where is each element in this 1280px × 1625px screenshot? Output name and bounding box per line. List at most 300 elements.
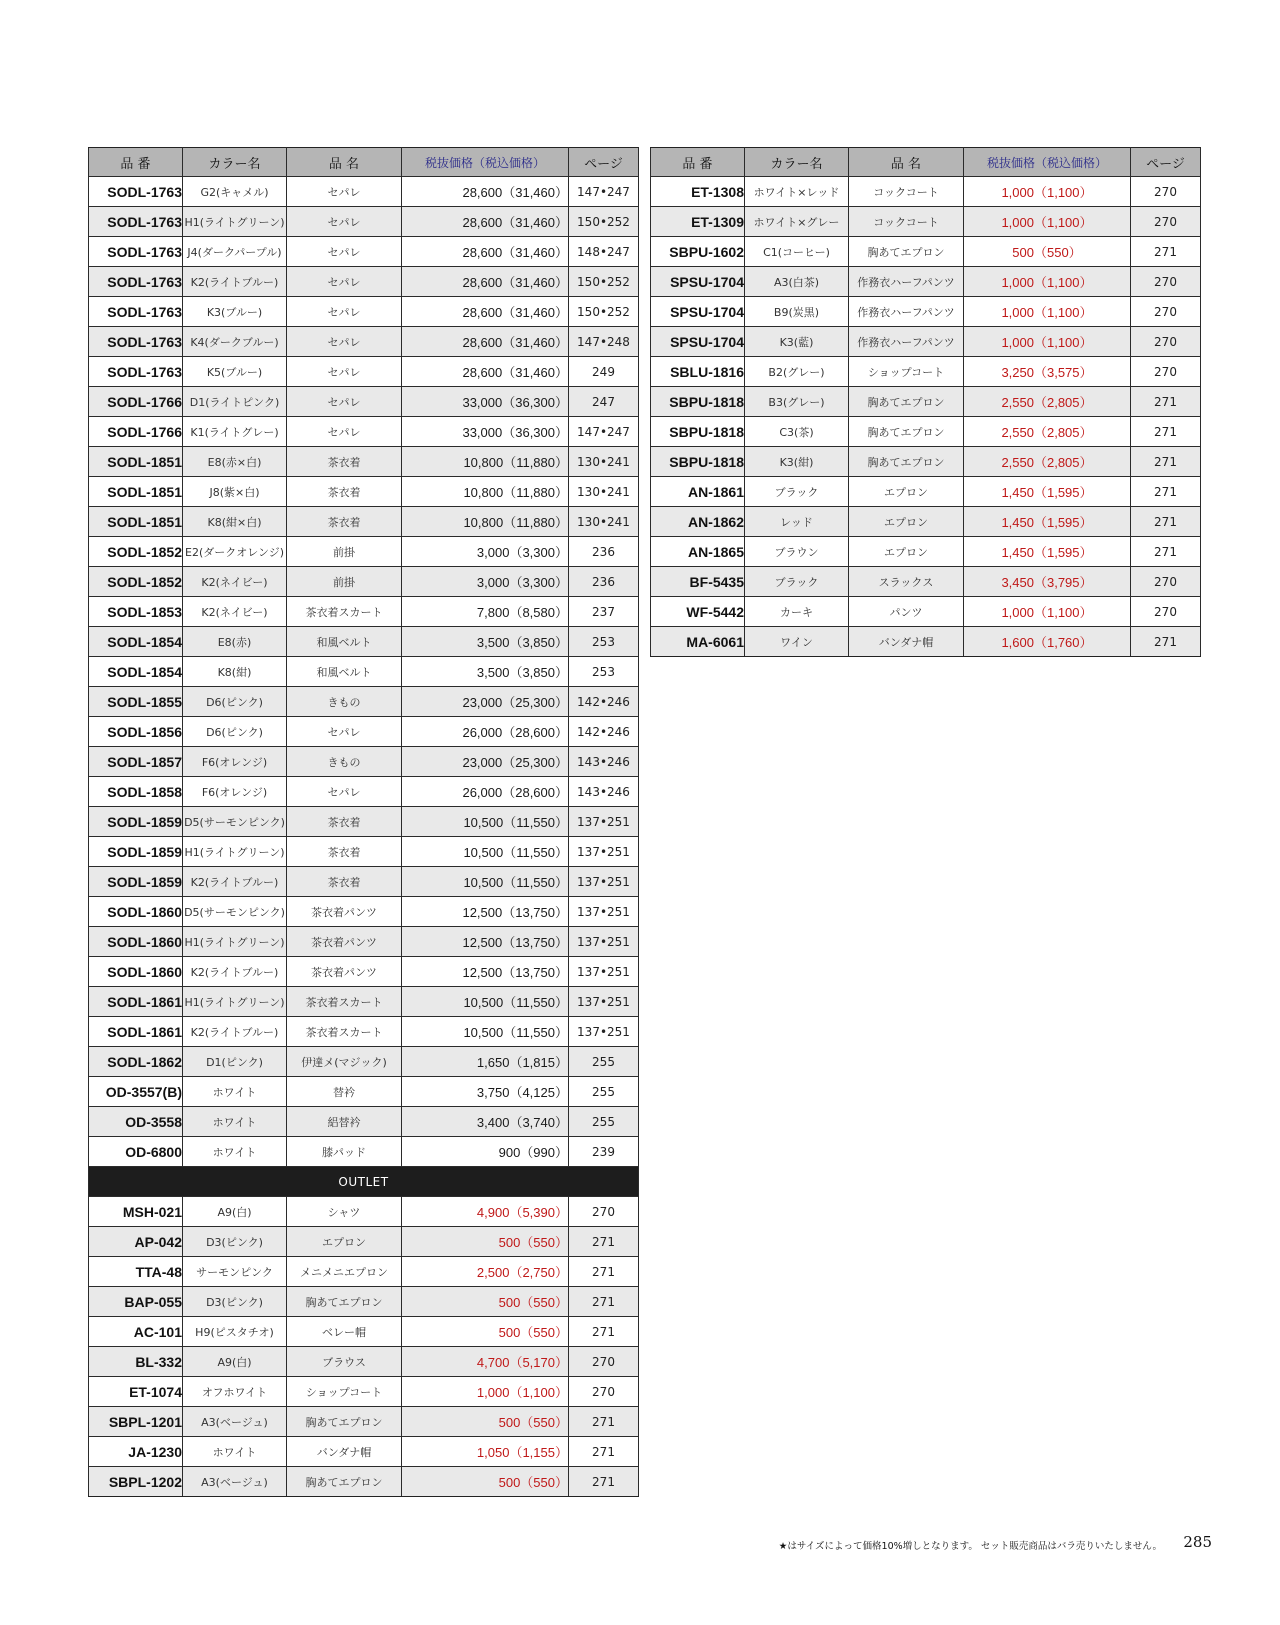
item-code: SODL-1859 bbox=[89, 867, 183, 897]
price: 28,600（31,460） bbox=[402, 207, 569, 237]
color-name: K8(紺) bbox=[183, 657, 287, 687]
item-code: SODL-1763 bbox=[89, 357, 183, 387]
item-code: SODL-1763 bbox=[89, 207, 183, 237]
item-code: ET-1309 bbox=[651, 207, 745, 237]
table-row bbox=[89, 507, 639, 537]
product-name: パンツ bbox=[849, 597, 964, 627]
page-ref: 147•247 bbox=[569, 177, 639, 207]
item-code: MSH-021 bbox=[89, 1197, 183, 1227]
table-row bbox=[651, 177, 1201, 207]
product-name: コックコート bbox=[849, 177, 964, 207]
item-code: SODL-1763 bbox=[89, 327, 183, 357]
footer-note: ★はサイズによって価格10%増しとなります。 セット販売商品はバラ売りいたしません。 bbox=[778, 1541, 1162, 1552]
product-name: 前掛 bbox=[287, 567, 402, 597]
header-code: 品 番 bbox=[89, 148, 183, 177]
product-name: エプロン bbox=[287, 1227, 402, 1257]
page-ref: 271 bbox=[1131, 387, 1201, 417]
table-row bbox=[651, 597, 1201, 627]
price: 3,500（3,850） bbox=[402, 627, 569, 657]
table-row bbox=[651, 567, 1201, 597]
page-ref: 271 bbox=[1131, 537, 1201, 567]
product-name: 茶衣着スカート bbox=[287, 987, 402, 1017]
page-ref: 147•248 bbox=[569, 327, 639, 357]
product-name: 替衿 bbox=[287, 1077, 402, 1107]
color-name: K8(紺×白) bbox=[183, 507, 287, 537]
table-row bbox=[89, 897, 639, 927]
table-row bbox=[651, 207, 1201, 237]
color-name: カーキ bbox=[745, 597, 849, 627]
color-name: D6(ピンク) bbox=[183, 687, 287, 717]
table-row bbox=[651, 477, 1201, 507]
price: 2,550（2,805） bbox=[964, 417, 1131, 447]
page-ref: 142•246 bbox=[569, 687, 639, 717]
page-ref: 137•251 bbox=[569, 927, 639, 957]
price: 1,450（1,595） bbox=[964, 537, 1131, 567]
color-name: ホワイト×レッド bbox=[745, 177, 849, 207]
table-row bbox=[89, 387, 639, 417]
table-row bbox=[89, 237, 639, 267]
page-ref: 253 bbox=[569, 657, 639, 687]
header-name: 品 名 bbox=[287, 148, 402, 177]
page-ref: 137•251 bbox=[569, 867, 639, 897]
product-name: きもの bbox=[287, 687, 402, 717]
price: 28,600（31,460） bbox=[402, 297, 569, 327]
item-code: SODL-1763 bbox=[89, 237, 183, 267]
item-code: SODL-1851 bbox=[89, 447, 183, 477]
table-row bbox=[651, 237, 1201, 267]
color-name: K5(ブルー) bbox=[183, 357, 287, 387]
page-ref: 271 bbox=[569, 1227, 639, 1257]
color-name: C1(コーヒー) bbox=[745, 237, 849, 267]
item-code: AN-1865 bbox=[651, 537, 745, 567]
price: 1,050（1,155） bbox=[402, 1437, 569, 1467]
header-code: 品 番 bbox=[651, 148, 745, 177]
page-ref: 236 bbox=[569, 537, 639, 567]
page-ref: 271 bbox=[1131, 627, 1201, 657]
price: 1,450（1,595） bbox=[964, 477, 1131, 507]
item-code: SODL-1853 bbox=[89, 597, 183, 627]
color-name: B9(炭黒) bbox=[745, 297, 849, 327]
item-code: SODL-1857 bbox=[89, 747, 183, 777]
item-code: SBPU-1818 bbox=[651, 417, 745, 447]
price: 500（550） bbox=[402, 1287, 569, 1317]
page-ref: 271 bbox=[1131, 507, 1201, 537]
price: 7,800（8,580） bbox=[402, 597, 569, 627]
table-row bbox=[651, 327, 1201, 357]
product-name: 絽替衿 bbox=[287, 1107, 402, 1137]
product-name: ショップコート bbox=[849, 357, 964, 387]
item-code: TTA-48 bbox=[89, 1257, 183, 1287]
item-code: SODL-1854 bbox=[89, 627, 183, 657]
color-name: B2(グレー) bbox=[745, 357, 849, 387]
page-ref: 270 bbox=[1131, 327, 1201, 357]
product-name: 胸あてエプロン bbox=[287, 1407, 402, 1437]
table-row bbox=[89, 1017, 639, 1047]
color-name: K1(ライトグレー) bbox=[183, 417, 287, 447]
price: 10,500（11,550） bbox=[402, 867, 569, 897]
product-name: ブラウス bbox=[287, 1347, 402, 1377]
product-name: 前掛 bbox=[287, 537, 402, 567]
product-name: エプロン bbox=[849, 477, 964, 507]
price: 1,000（1,100） bbox=[964, 207, 1131, 237]
item-code: AC-101 bbox=[89, 1317, 183, 1347]
product-name: ベレー帽 bbox=[287, 1317, 402, 1347]
item-code: SODL-1855 bbox=[89, 687, 183, 717]
product-name: 茶衣着スカート bbox=[287, 597, 402, 627]
page-ref: 270 bbox=[1131, 297, 1201, 327]
price: 10,500（11,550） bbox=[402, 807, 569, 837]
color-name: K2(ネイビー) bbox=[183, 567, 287, 597]
color-name: ホワイト bbox=[183, 1437, 287, 1467]
color-name: ブラウン bbox=[745, 537, 849, 567]
item-code: SPSU-1704 bbox=[651, 267, 745, 297]
price: 28,600（31,460） bbox=[402, 327, 569, 357]
price: 12,500（13,750） bbox=[402, 927, 569, 957]
color-name: E8(赤×白) bbox=[183, 447, 287, 477]
table-row bbox=[89, 657, 639, 687]
price: 12,500（13,750） bbox=[402, 897, 569, 927]
item-code: SODL-1851 bbox=[89, 477, 183, 507]
product-name: 茶衣着パンツ bbox=[287, 927, 402, 957]
item-code: BL-332 bbox=[89, 1347, 183, 1377]
item-code: SBPU-1818 bbox=[651, 447, 745, 477]
color-name: K3(藍) bbox=[745, 327, 849, 357]
color-name: ホワイト bbox=[183, 1077, 287, 1107]
table-row bbox=[89, 357, 639, 387]
color-name: K2(ネイビー) bbox=[183, 597, 287, 627]
color-name: K2(ライトブルー) bbox=[183, 267, 287, 297]
table-row bbox=[651, 447, 1201, 477]
item-code: ET-1308 bbox=[651, 177, 745, 207]
product-name: エプロン bbox=[849, 507, 964, 537]
page-ref: 150•252 bbox=[569, 267, 639, 297]
color-name: D3(ピンク) bbox=[183, 1227, 287, 1257]
page-ref: 150•252 bbox=[569, 207, 639, 237]
product-name: 胸あてエプロン bbox=[849, 447, 964, 477]
product-name: コックコート bbox=[849, 207, 964, 237]
product-name: スラックス bbox=[849, 567, 964, 597]
price: 1,000（1,100） bbox=[964, 297, 1131, 327]
page-ref: 271 bbox=[569, 1407, 639, 1437]
page-ref: 143•246 bbox=[569, 747, 639, 777]
page-ref: 237 bbox=[569, 597, 639, 627]
price: 500（550） bbox=[964, 237, 1131, 267]
price: 4,700（5,170） bbox=[402, 1347, 569, 1377]
page-ref: 255 bbox=[569, 1077, 639, 1107]
item-code: SBPL-1202 bbox=[89, 1467, 183, 1497]
table-row bbox=[89, 1467, 639, 1497]
left-price-table bbox=[88, 147, 639, 1497]
product-name: メニメニエプロン bbox=[287, 1257, 402, 1287]
table-row bbox=[89, 1077, 639, 1107]
table-header-row bbox=[89, 148, 639, 177]
color-name: ブラック bbox=[745, 477, 849, 507]
color-name: A9(白) bbox=[183, 1347, 287, 1377]
price: 23,000（25,300） bbox=[402, 687, 569, 717]
right-table-body bbox=[651, 177, 1201, 657]
item-code: SODL-1859 bbox=[89, 837, 183, 867]
product-name: 茶衣着 bbox=[287, 447, 402, 477]
price: 3,000（3,300） bbox=[402, 567, 569, 597]
page-ref: 130•241 bbox=[569, 507, 639, 537]
outlet-label: OUTLET bbox=[89, 1167, 639, 1197]
table-row bbox=[89, 1317, 639, 1347]
outlet-section-bar bbox=[89, 1167, 639, 1197]
page-ref: 239 bbox=[569, 1137, 639, 1167]
page-ref: 137•251 bbox=[569, 987, 639, 1017]
color-name: F6(オレンジ) bbox=[183, 777, 287, 807]
page-ref: 150•252 bbox=[569, 297, 639, 327]
table-row bbox=[89, 747, 639, 777]
color-name: H1(ライトグリーン) bbox=[183, 927, 287, 957]
product-name: セパレ bbox=[287, 177, 402, 207]
table-row bbox=[89, 1437, 639, 1467]
color-name: D3(ピンク) bbox=[183, 1287, 287, 1317]
price: 500（550） bbox=[402, 1467, 569, 1497]
page-ref: 271 bbox=[1131, 447, 1201, 477]
price: 500（550） bbox=[402, 1317, 569, 1347]
table-row bbox=[651, 417, 1201, 447]
page-ref: 271 bbox=[569, 1317, 639, 1347]
page-ref: 137•251 bbox=[569, 807, 639, 837]
table-row bbox=[89, 327, 639, 357]
price: 1,450（1,595） bbox=[964, 507, 1131, 537]
table-row bbox=[89, 1227, 639, 1257]
price: 28,600（31,460） bbox=[402, 357, 569, 387]
product-name: 茶衣着パンツ bbox=[287, 897, 402, 927]
item-code: MA-6061 bbox=[651, 627, 745, 657]
product-name: 胸あてエプロン bbox=[849, 237, 964, 267]
color-name: B3(グレー) bbox=[745, 387, 849, 417]
product-name: きもの bbox=[287, 747, 402, 777]
table-row bbox=[89, 297, 639, 327]
item-code: SODL-1766 bbox=[89, 387, 183, 417]
item-code: ET-1074 bbox=[89, 1377, 183, 1407]
price: 500（550） bbox=[402, 1227, 569, 1257]
price: 2,550（2,805） bbox=[964, 447, 1131, 477]
product-name: 作務衣ハーフパンツ bbox=[849, 267, 964, 297]
table-row bbox=[89, 1197, 639, 1227]
table-row bbox=[89, 1107, 639, 1137]
table-row bbox=[89, 1287, 639, 1317]
table-row bbox=[89, 267, 639, 297]
item-code: SODL-1861 bbox=[89, 1017, 183, 1047]
item-code: SODL-1763 bbox=[89, 267, 183, 297]
table-row bbox=[89, 1047, 639, 1077]
page-ref: 147•247 bbox=[569, 417, 639, 447]
page-ref: 247 bbox=[569, 387, 639, 417]
item-code: BAP-055 bbox=[89, 1287, 183, 1317]
product-name: 茶衣着 bbox=[287, 807, 402, 837]
color-name: C3(茶) bbox=[745, 417, 849, 447]
price: 1,000（1,100） bbox=[402, 1377, 569, 1407]
price: 500（550） bbox=[402, 1407, 569, 1437]
page-ref: 255 bbox=[569, 1107, 639, 1137]
color-name: K2(ライトブルー) bbox=[183, 1017, 287, 1047]
price: 10,500（11,550） bbox=[402, 987, 569, 1017]
product-name: 茶衣着パンツ bbox=[287, 957, 402, 987]
product-name: 茶衣着 bbox=[287, 507, 402, 537]
color-name: K2(ライトブルー) bbox=[183, 867, 287, 897]
item-code: AN-1862 bbox=[651, 507, 745, 537]
header-name: 品 名 bbox=[849, 148, 964, 177]
page-ref: 271 bbox=[569, 1287, 639, 1317]
item-code: AP-042 bbox=[89, 1227, 183, 1257]
product-name: セパレ bbox=[287, 417, 402, 447]
table-row bbox=[89, 1257, 639, 1287]
color-name: D5(サーモンピンク) bbox=[183, 807, 287, 837]
page-ref: 270 bbox=[569, 1377, 639, 1407]
left-table-body bbox=[89, 177, 639, 1497]
price: 10,800（11,880） bbox=[402, 447, 569, 477]
price: 28,600（31,460） bbox=[402, 177, 569, 207]
page-ref: 270 bbox=[1131, 207, 1201, 237]
color-name: サーモンピンク bbox=[183, 1257, 287, 1287]
table-row bbox=[651, 357, 1201, 387]
page-ref: 137•251 bbox=[569, 837, 639, 867]
color-name: H1(ライトグリーン) bbox=[183, 987, 287, 1017]
item-code: AN-1861 bbox=[651, 477, 745, 507]
price: 28,600（31,460） bbox=[402, 237, 569, 267]
price: 28,600（31,460） bbox=[402, 267, 569, 297]
table-row bbox=[651, 387, 1201, 417]
price: 1,000（1,100） bbox=[964, 597, 1131, 627]
item-code: SODL-1851 bbox=[89, 507, 183, 537]
item-code: SODL-1852 bbox=[89, 537, 183, 567]
color-name: H1(ライトグリーン) bbox=[183, 207, 287, 237]
item-code: SODL-1860 bbox=[89, 927, 183, 957]
item-code: WF-5442 bbox=[651, 597, 745, 627]
product-name: バンダナ帽 bbox=[287, 1437, 402, 1467]
color-name: A3(白茶) bbox=[745, 267, 849, 297]
product-name: 和風ベルト bbox=[287, 657, 402, 687]
table-row bbox=[89, 987, 639, 1017]
color-name: J8(紫×白) bbox=[183, 477, 287, 507]
color-name: オフホワイト bbox=[183, 1377, 287, 1407]
color-name: ホワイト×グレー bbox=[745, 207, 849, 237]
page-ref: 137•251 bbox=[569, 1017, 639, 1047]
product-name: 伊達メ(マジック) bbox=[287, 1047, 402, 1077]
price: 3,250（3,575） bbox=[964, 357, 1131, 387]
price: 3,500（3,850） bbox=[402, 657, 569, 687]
page-ref: 271 bbox=[569, 1257, 639, 1287]
color-name: K4(ダークブルー) bbox=[183, 327, 287, 357]
price: 1,000（1,100） bbox=[964, 177, 1131, 207]
page-ref: 270 bbox=[1131, 597, 1201, 627]
item-code: SBPU-1818 bbox=[651, 387, 745, 417]
price: 12,500（13,750） bbox=[402, 957, 569, 987]
price: 1,000（1,100） bbox=[964, 327, 1131, 357]
item-code: SODL-1859 bbox=[89, 807, 183, 837]
price: 1,650（1,815） bbox=[402, 1047, 569, 1077]
item-code: SODL-1856 bbox=[89, 717, 183, 747]
price: 2,550（2,805） bbox=[964, 387, 1131, 417]
product-name: エプロン bbox=[849, 537, 964, 567]
product-name: 茶衣着 bbox=[287, 837, 402, 867]
product-name: 胸あてエプロン bbox=[849, 387, 964, 417]
table-row bbox=[89, 627, 639, 657]
product-name: 作務衣ハーフパンツ bbox=[849, 297, 964, 327]
price: 10,500（11,550） bbox=[402, 837, 569, 867]
page-ref: 236 bbox=[569, 567, 639, 597]
item-code: SODL-1763 bbox=[89, 177, 183, 207]
table-row bbox=[651, 507, 1201, 537]
table-row bbox=[89, 477, 639, 507]
price: 4,900（5,390） bbox=[402, 1197, 569, 1227]
table-row bbox=[89, 837, 639, 867]
color-name: E8(赤) bbox=[183, 627, 287, 657]
header-price: 税抜価格（税込価格） bbox=[402, 148, 569, 177]
table-row bbox=[89, 957, 639, 987]
page-ref: 270 bbox=[1131, 267, 1201, 297]
product-name: セパレ bbox=[287, 207, 402, 237]
color-name: H9(ピスタチオ) bbox=[183, 1317, 287, 1347]
table-row bbox=[89, 207, 639, 237]
product-name: ショップコート bbox=[287, 1377, 402, 1407]
product-name: セパレ bbox=[287, 357, 402, 387]
table-row bbox=[89, 1137, 639, 1167]
color-name: J4(ダークパープル) bbox=[183, 237, 287, 267]
table-row bbox=[89, 567, 639, 597]
table-row bbox=[651, 267, 1201, 297]
price: 900（990） bbox=[402, 1137, 569, 1167]
product-name: 作務衣ハーフパンツ bbox=[849, 327, 964, 357]
item-code: SODL-1858 bbox=[89, 777, 183, 807]
right-price-table bbox=[650, 147, 1201, 657]
color-name: レッド bbox=[745, 507, 849, 537]
price: 33,000（36,300） bbox=[402, 387, 569, 417]
header-color: カラー名 bbox=[183, 148, 287, 177]
page-ref: 271 bbox=[569, 1467, 639, 1497]
color-name: K3(紺) bbox=[745, 447, 849, 477]
table-row bbox=[89, 417, 639, 447]
item-code: SODL-1860 bbox=[89, 897, 183, 927]
price: 26,000（28,600） bbox=[402, 777, 569, 807]
table-row bbox=[89, 1347, 639, 1377]
price: 3,450（3,795） bbox=[964, 567, 1131, 597]
header-page: ページ bbox=[1131, 148, 1201, 177]
page-ref: 137•251 bbox=[569, 957, 639, 987]
color-name: D5(サーモンピンク) bbox=[183, 897, 287, 927]
product-name: セパレ bbox=[287, 387, 402, 417]
price: 3,000（3,300） bbox=[402, 537, 569, 567]
page-ref: 148•247 bbox=[569, 237, 639, 267]
product-name: セパレ bbox=[287, 267, 402, 297]
header-page: ページ bbox=[569, 148, 639, 177]
color-name: G2(キャメル) bbox=[183, 177, 287, 207]
item-code: SPSU-1704 bbox=[651, 327, 745, 357]
page-ref: 253 bbox=[569, 627, 639, 657]
product-name: セパレ bbox=[287, 717, 402, 747]
price: 33,000（36,300） bbox=[402, 417, 569, 447]
table-row bbox=[89, 927, 639, 957]
item-code: OD-3558 bbox=[89, 1107, 183, 1137]
table-header-row bbox=[651, 148, 1201, 177]
table-row bbox=[651, 297, 1201, 327]
table-row bbox=[89, 1407, 639, 1437]
price: 1,600（1,760） bbox=[964, 627, 1131, 657]
price: 2,500（2,750） bbox=[402, 1257, 569, 1287]
item-code: SODL-1860 bbox=[89, 957, 183, 987]
page-ref: 270 bbox=[1131, 177, 1201, 207]
page-ref: 130•241 bbox=[569, 477, 639, 507]
table-row bbox=[89, 807, 639, 837]
price: 3,750（4,125） bbox=[402, 1077, 569, 1107]
table-row bbox=[89, 177, 639, 207]
table-row bbox=[89, 687, 639, 717]
color-name: K2(ライトブルー) bbox=[183, 957, 287, 987]
page-ref: 270 bbox=[1131, 567, 1201, 597]
